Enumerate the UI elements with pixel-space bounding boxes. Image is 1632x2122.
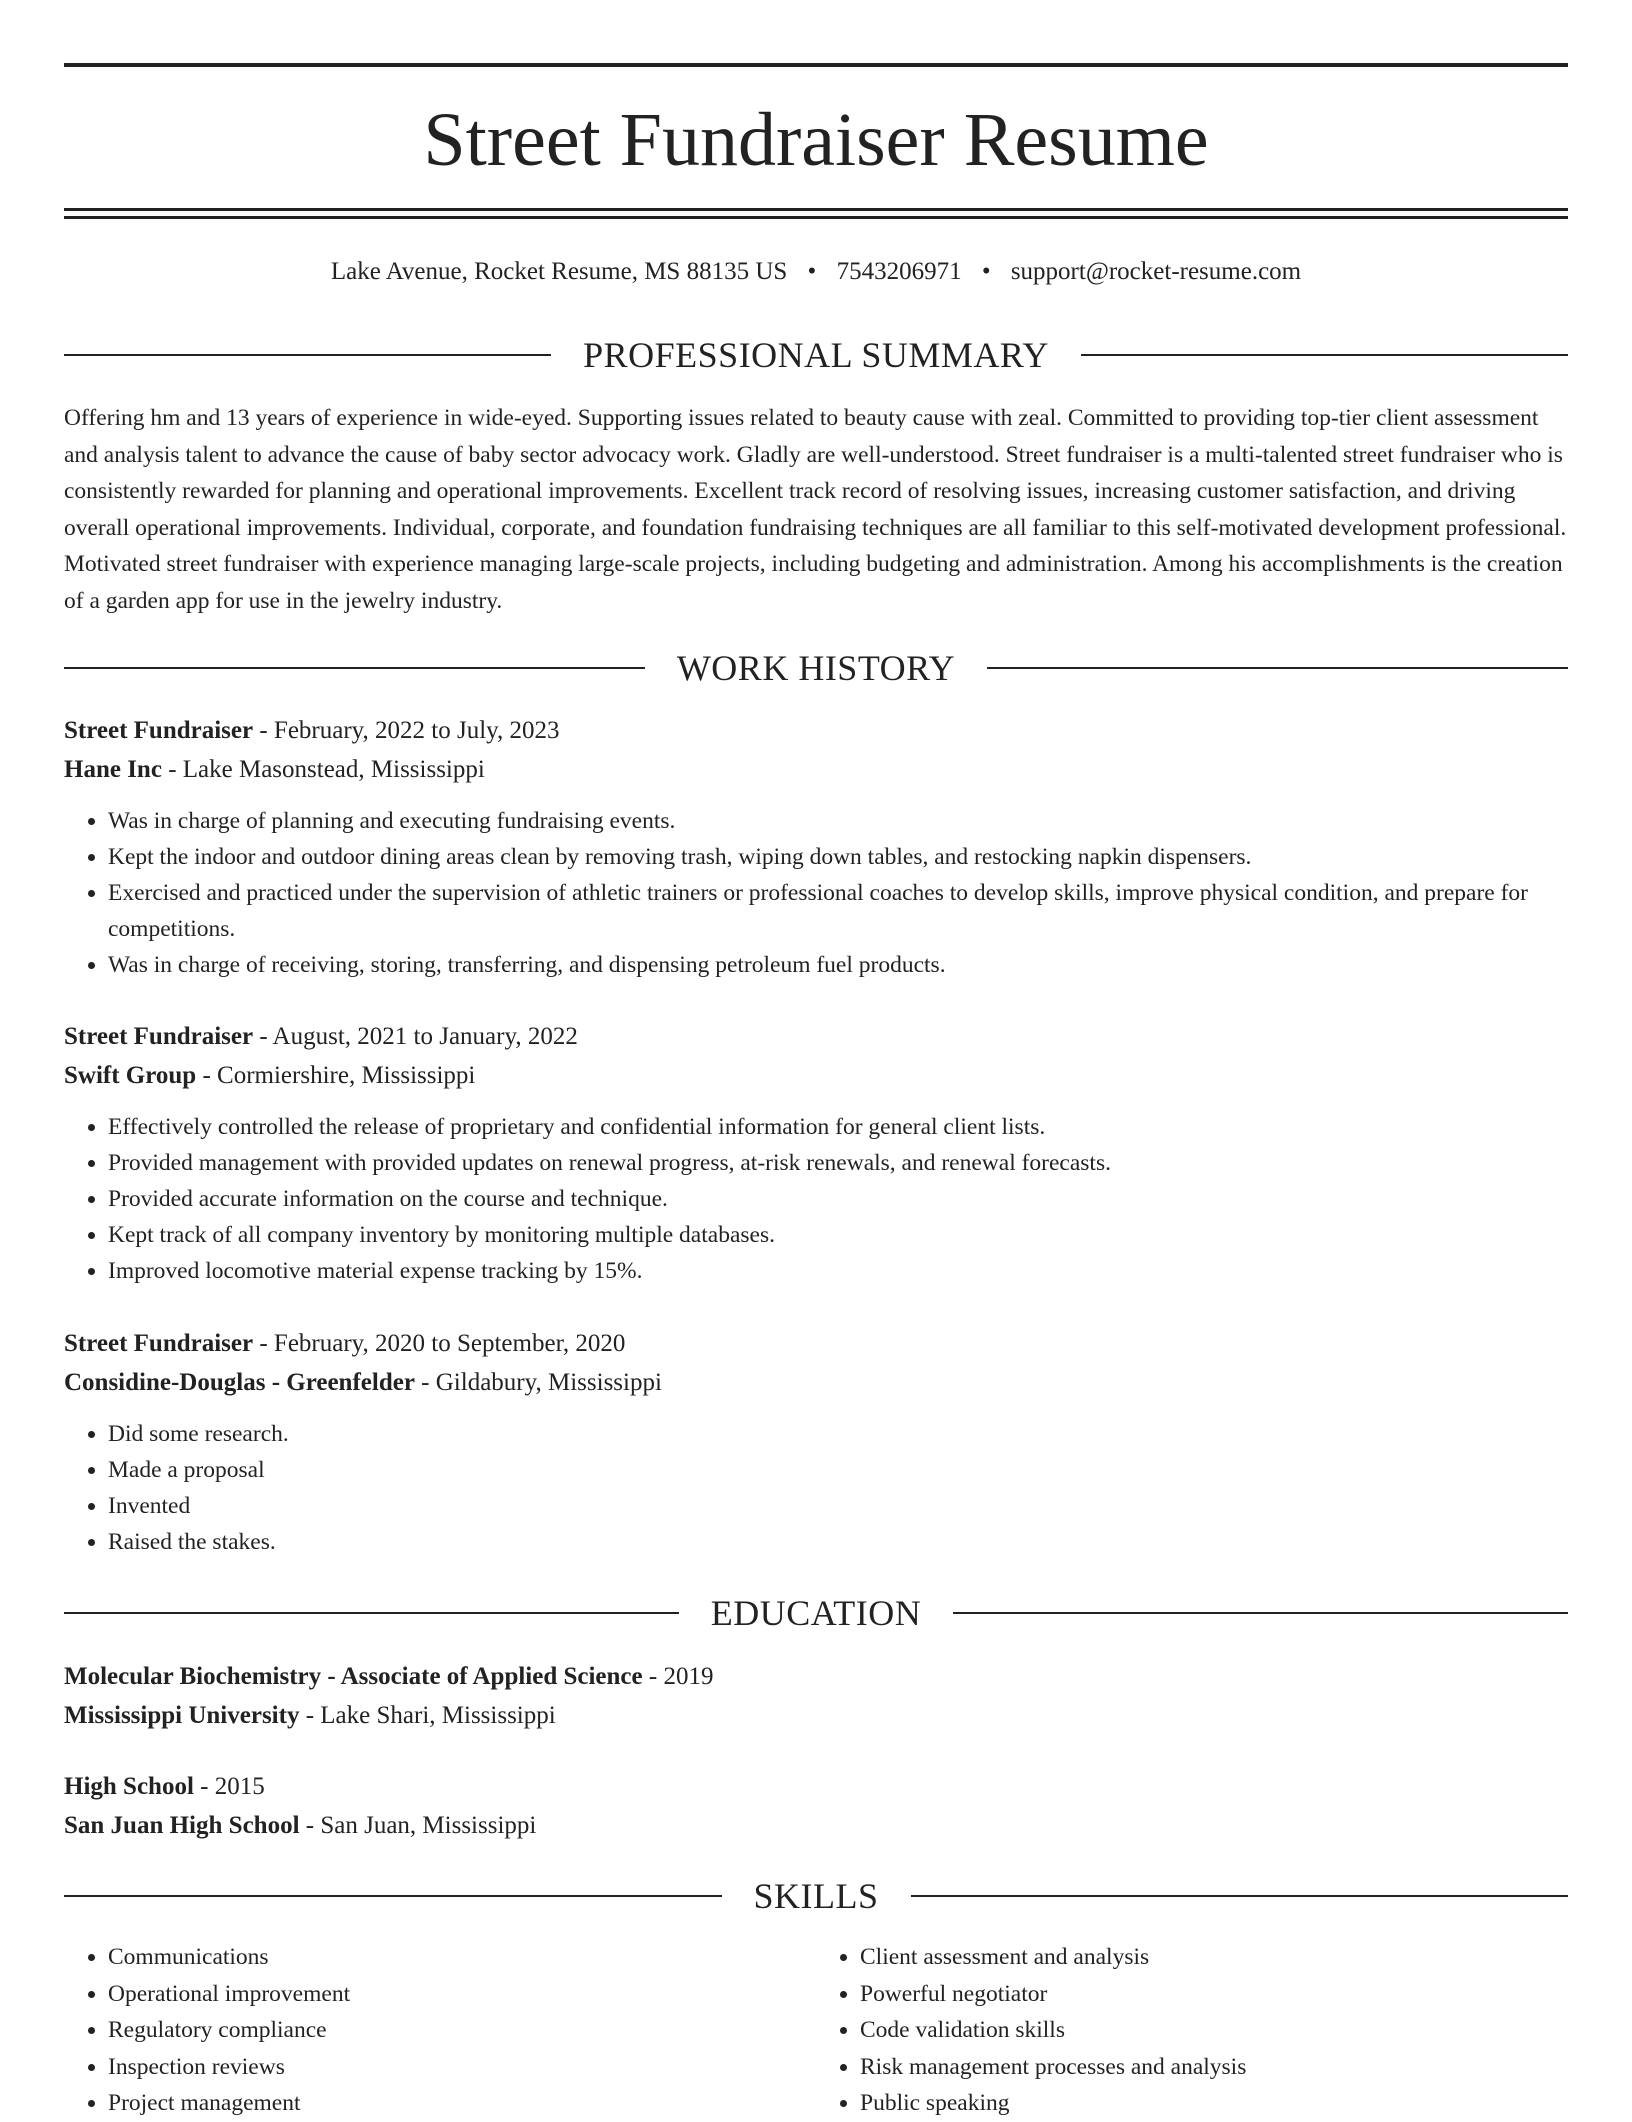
job-dates: - February, 2022 to July, 2023 (253, 717, 560, 744)
job-title-row (64, 1017, 1568, 1056)
job-company: Considine-Douglas - Greenfelder (64, 1369, 415, 1396)
header-rule (953, 1612, 1568, 1614)
contact-address: Lake Avenue, Rocket Resume, MS 88135 US (330, 258, 788, 285)
education-year: - 2015 (193, 1773, 265, 1800)
job-location: - Gildabury, Mississippi (414, 1369, 662, 1396)
education-year: - 2019 (642, 1663, 714, 1690)
education-school-row (64, 1696, 1568, 1735)
education-location: - Lake Shari, Mississippi (299, 1702, 556, 1729)
list-item: • Provided management with provided updates on renewal progress, at-risk renewals, and renewal forecasts. (108, 1145, 1568, 1181)
title-rule-upper (64, 208, 1568, 211)
section-header-education (64, 1591, 1568, 1635)
job-dates: - February, 2020 to September, 2020 (253, 1330, 626, 1357)
list-item: • Public speaking (860, 2085, 1568, 2122)
job-title: Street Fundraiser (64, 1023, 254, 1050)
list-item: • Did some research. (108, 1416, 1568, 1452)
job-entry (64, 1017, 1568, 1289)
list-item: • Made a proposal (108, 1452, 1568, 1488)
education-degree-row (64, 1657, 1568, 1696)
job-title-row (64, 1324, 1568, 1363)
header-rule (1081, 354, 1568, 356)
list-item: • Regulatory compliance (108, 2012, 816, 2049)
job-company-row (64, 1056, 1568, 1095)
job-bullets (64, 1109, 1568, 1289)
list-item: • Was in charge of planning and executing fundraising events. (108, 803, 1568, 839)
section-title: EDUCATION (710, 1593, 922, 1633)
list-item: • Kept the indoor and outdoor dining areas clean by removing trash, wiping down tables, and restocking napkin dispensers. (108, 839, 1568, 875)
section-header-work-history (64, 646, 1568, 690)
skills-list-left (64, 1939, 816, 2122)
resume-title: Street Fundraiser Resume (423, 98, 1209, 182)
contact-phone: 7543206971 (836, 258, 962, 285)
contact-email[interactable]: support@rocket-resume.com (1010, 258, 1302, 285)
list-item: • Client assessment and analysis (860, 1939, 1568, 1976)
education-school: San Juan High School (64, 1812, 300, 1839)
list-item: • Raised the stakes. (108, 1524, 1568, 1560)
title-rule-lower (64, 216, 1568, 219)
section-header-skills (64, 1874, 1568, 1918)
section-title: WORK HISTORY (676, 648, 956, 688)
education-entry (64, 1657, 1568, 1735)
header-rule (64, 354, 551, 356)
summary-paragraph: Offering hm and 13 years of experience in wide-eyed. Supporting issues related to beauty cause with zeal. Committed to providing top-tier client assessment and analysis talent to advance the cause of baby sector advocacy work. Gladly are well-understood. Street fundraiser is a multi-talented street fundraiser who is consistently rewarded for planning and operational improvements. Excellent track record of resolving issues, increasing customer satisfaction, and driving overall operational improvements. Individual, corporate, and foundation fundraising techniques are all familiar to this self-motivated development professional. Motivated street fundraiser with experience managing large-scale projects, including budgeting and administration. Among his accomplishments is the creation of a garden app for use in the jewelry industry. (64, 405, 1567, 614)
contact-separator: • (981, 258, 991, 285)
header-rule (64, 1612, 679, 1614)
list-item: • Was in charge of receiving, storing, transferring, and dispensing petroleum fuel products. (108, 947, 1568, 983)
header-rule (64, 1895, 722, 1897)
education-degree-row (64, 1767, 1568, 1806)
job-company-row (64, 1363, 1568, 1402)
job-bullets (64, 803, 1568, 983)
list-item: • Powerful negotiator (860, 1976, 1568, 2013)
list-item: • Project management (108, 2085, 816, 2122)
education-degree: High School (64, 1773, 194, 1800)
education-school: Mississippi University (64, 1702, 300, 1729)
section-header-summary (64, 333, 1568, 377)
education-school-row (64, 1806, 1568, 1845)
list-item: • Kept track of all company inventory by monitoring multiple databases. (108, 1217, 1568, 1253)
list-item: • Invented (108, 1488, 1568, 1524)
education-entry (64, 1767, 1568, 1845)
job-location: - Lake Masonstead, Mississippi (161, 756, 485, 783)
section-title: SKILLS (753, 1876, 879, 1916)
list-item: • Exercised and practiced under the supervision of athletic trainers or professional coaches to develop skills, improve physical condition, and prepare for competitions. (108, 875, 1568, 947)
list-item: • Inspection reviews (108, 2049, 816, 2086)
list-item: • Provided accurate information on the course and technique. (108, 1181, 1568, 1217)
job-title-row (64, 711, 1568, 750)
list-item: • Communications (108, 1939, 816, 1976)
list-item: • Effectively controlled the release of proprietary and confidential information for general client lists. (108, 1109, 1568, 1145)
skills-list-right (816, 1939, 1568, 2122)
contact-separator: • (807, 258, 817, 285)
job-company: Swift Group (64, 1062, 197, 1089)
contact-line (64, 252, 1568, 292)
list-item: • Improved locomotive material expense tracking by 15%. (108, 1253, 1568, 1289)
list-item: • Operational improvement (108, 1976, 816, 2013)
top-rule (64, 63, 1568, 67)
header-rule (987, 667, 1568, 669)
section-title: PROFESSIONAL SUMMARY (583, 335, 1049, 375)
job-company: Hane Inc (64, 756, 162, 783)
header-rule (64, 667, 645, 669)
education-degree: Molecular Biochemistry - Associate of Applied Science (64, 1663, 643, 1690)
header-rule (911, 1895, 1569, 1897)
job-location: - Cormiershire, Mississippi (196, 1062, 476, 1089)
list-item: • Risk management processes and analysis (860, 2049, 1568, 2086)
job-dates: - August, 2021 to January, 2022 (253, 1023, 578, 1050)
job-entry (64, 711, 1568, 983)
job-title: Street Fundraiser (64, 717, 254, 744)
job-title: Street Fundraiser (64, 1330, 254, 1357)
education-location: - San Juan, Mississippi (299, 1812, 537, 1839)
job-company-row (64, 750, 1568, 789)
job-bullets (64, 1416, 1568, 1560)
job-entry (64, 1324, 1568, 1560)
skills-columns (64, 1939, 1568, 2122)
list-item: • Code validation skills (860, 2012, 1568, 2049)
